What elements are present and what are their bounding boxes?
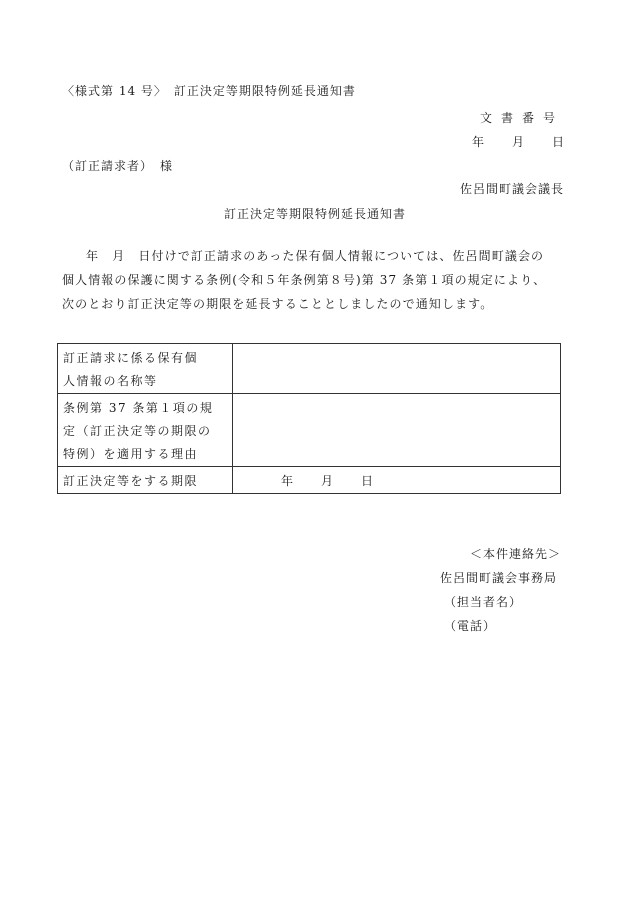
notice-body bbox=[62, 244, 568, 316]
row-label-deadline bbox=[58, 467, 233, 494]
document-number-label: 文書番号 bbox=[479, 111, 564, 125]
label-line: 訂正決定等をする期限 bbox=[63, 474, 199, 488]
body-line: 年 月 日付けで訂正請求のあった保有個人情報については、佐呂間町議会の bbox=[86, 249, 545, 263]
recipient: （訂正請求者） 様 bbox=[62, 159, 174, 173]
label-line: 訂正請求に係る保有個 bbox=[63, 351, 199, 365]
contact-office: 佐呂間町議会事務局 bbox=[440, 571, 558, 585]
row-value-reason bbox=[233, 394, 561, 467]
document-title: 訂正決定等期限特例延長通知書 bbox=[223, 207, 406, 221]
label-line: 定（訂正決定等の期限の bbox=[63, 424, 212, 438]
contact-phone: （電話） bbox=[444, 619, 497, 633]
row-value-deadline bbox=[233, 467, 561, 494]
deadline-year: 年 bbox=[281, 474, 294, 488]
sender: 佐呂間町議会議長 bbox=[459, 182, 564, 196]
table-row bbox=[58, 394, 561, 467]
label-line: 条例第 37 条第１項の規 bbox=[63, 401, 214, 415]
deadline-month: 月 bbox=[321, 474, 334, 488]
date-month: 月 bbox=[511, 135, 524, 149]
table-row bbox=[58, 344, 561, 394]
row-value-info-name bbox=[233, 344, 561, 394]
body-line: 個人情報の保護に関する条例(令和５年条例第８号)第 37 条第１項の規定により、 bbox=[62, 273, 547, 287]
label-line: 特例）を適用する理由 bbox=[63, 447, 199, 461]
row-label-info-name bbox=[58, 344, 233, 394]
date-year: 年 bbox=[471, 135, 484, 149]
contact-block bbox=[440, 542, 561, 638]
deadline-day: 日 bbox=[361, 474, 374, 488]
document-date bbox=[472, 133, 564, 150]
contact-heading: ＜本件連絡先＞ bbox=[470, 547, 562, 561]
contact-person: （担当者名） bbox=[444, 595, 523, 609]
body-line: 次のとおり訂正決定等の期限を延長することとしましたので通知します。 bbox=[62, 297, 494, 311]
date-day: 日 bbox=[551, 135, 564, 149]
form-number: 〈様式第 14 号〉 訂正決定等期限特例延長通知書 bbox=[62, 84, 356, 98]
label-line: 人情報の名称等 bbox=[63, 374, 158, 388]
info-table bbox=[57, 343, 561, 494]
table-row bbox=[58, 467, 561, 494]
row-label-reason bbox=[58, 394, 233, 467]
